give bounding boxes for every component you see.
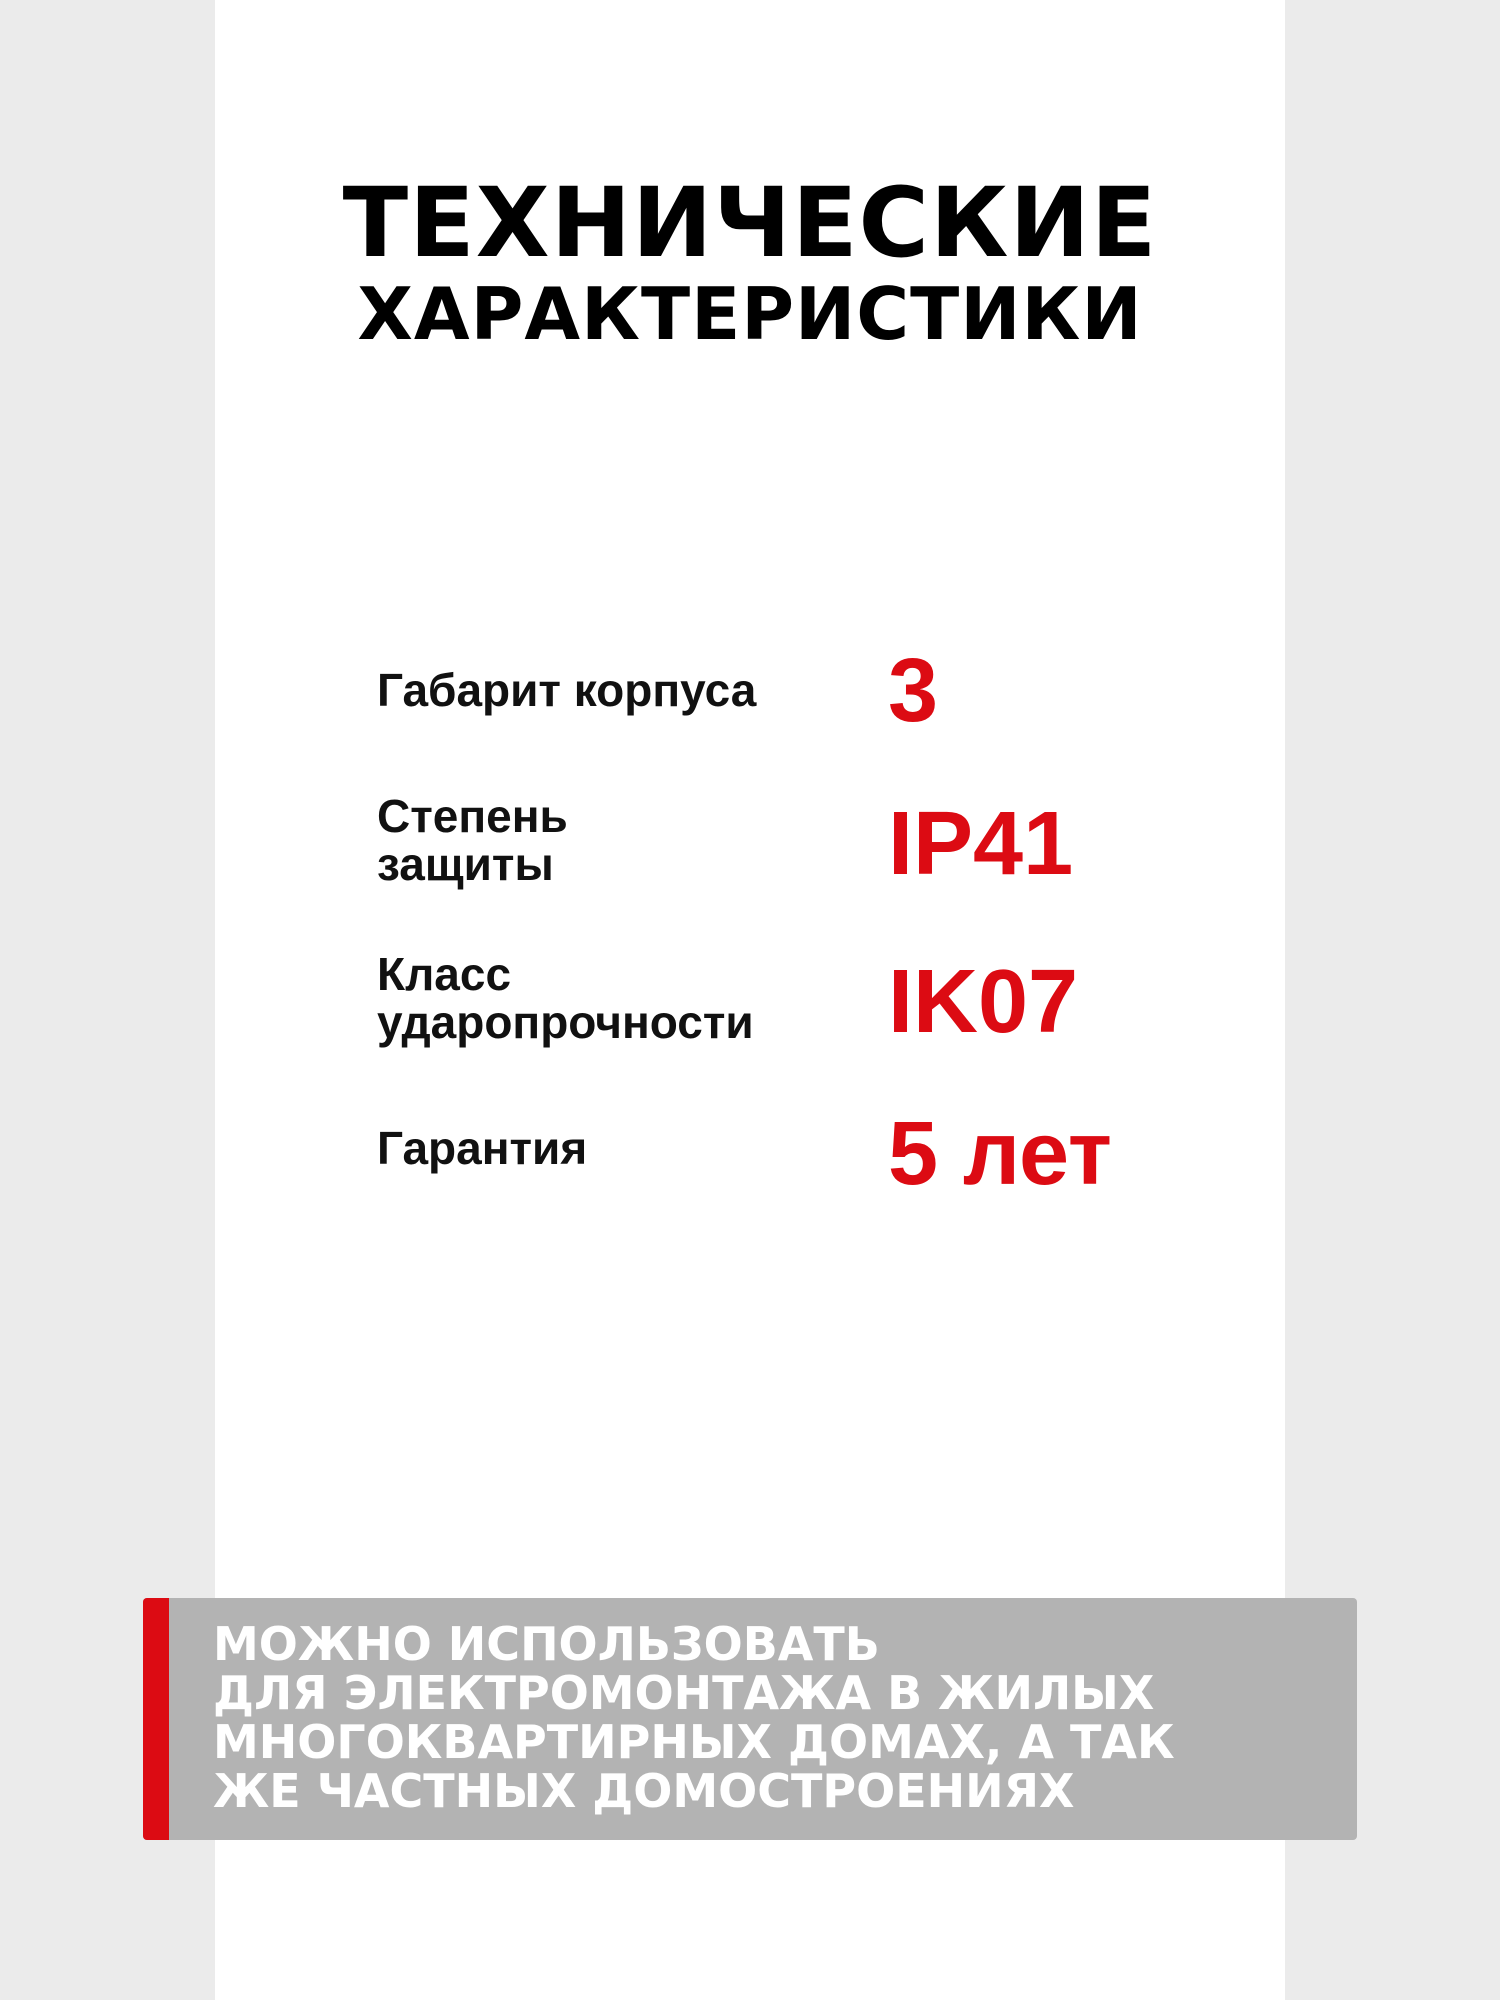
spec-label-housing-size: [377, 666, 756, 714]
page-title-line-1: ТЕХНИЧЕСКИЕ: [342, 167, 1158, 279]
spec-label-line: Степень: [377, 790, 568, 842]
spec-value-protection-degree: IP41: [888, 794, 1074, 894]
spec-label-impact-class: [377, 950, 754, 1046]
banner-text-line: ДЛЯ ЭЛЕКТРОМОНТАЖА В ЖИЛЫХ: [213, 1666, 1155, 1720]
spec-value-warranty: 5 лет: [888, 1104, 1112, 1204]
banner-text-line: МОЖНО ИСПОЛЬЗОВАТЬ: [213, 1617, 880, 1671]
page-title-line-2: ХАРАКТЕРИСТИКИ: [357, 272, 1143, 356]
spec-label-line: Гарантия: [377, 1122, 588, 1174]
spec-label-line: защиты: [377, 838, 554, 890]
banner-text: [213, 1617, 1175, 1818]
spec-label-protection-degree: [377, 792, 568, 888]
banner-text-line: МНОГОКВАРТИРНЫХ ДОМАХ, А ТАК: [213, 1715, 1175, 1769]
usage-banner: [143, 1598, 1357, 1840]
spec-label-line: Класс: [377, 948, 512, 1000]
spec-label-line: Габарит корпуса: [377, 664, 757, 716]
banner-accent-stripe: [143, 1598, 169, 1840]
spec-label-warranty: [377, 1124, 587, 1172]
spec-value-impact-class: IK07: [888, 952, 1079, 1052]
spec-label-line: ударопрочности: [377, 996, 754, 1048]
spec-value-housing-size: 3: [888, 641, 939, 741]
banner-text-line: ЖЕ ЧАСТНЫХ ДОМОСТРОЕНИЯХ: [213, 1764, 1075, 1818]
